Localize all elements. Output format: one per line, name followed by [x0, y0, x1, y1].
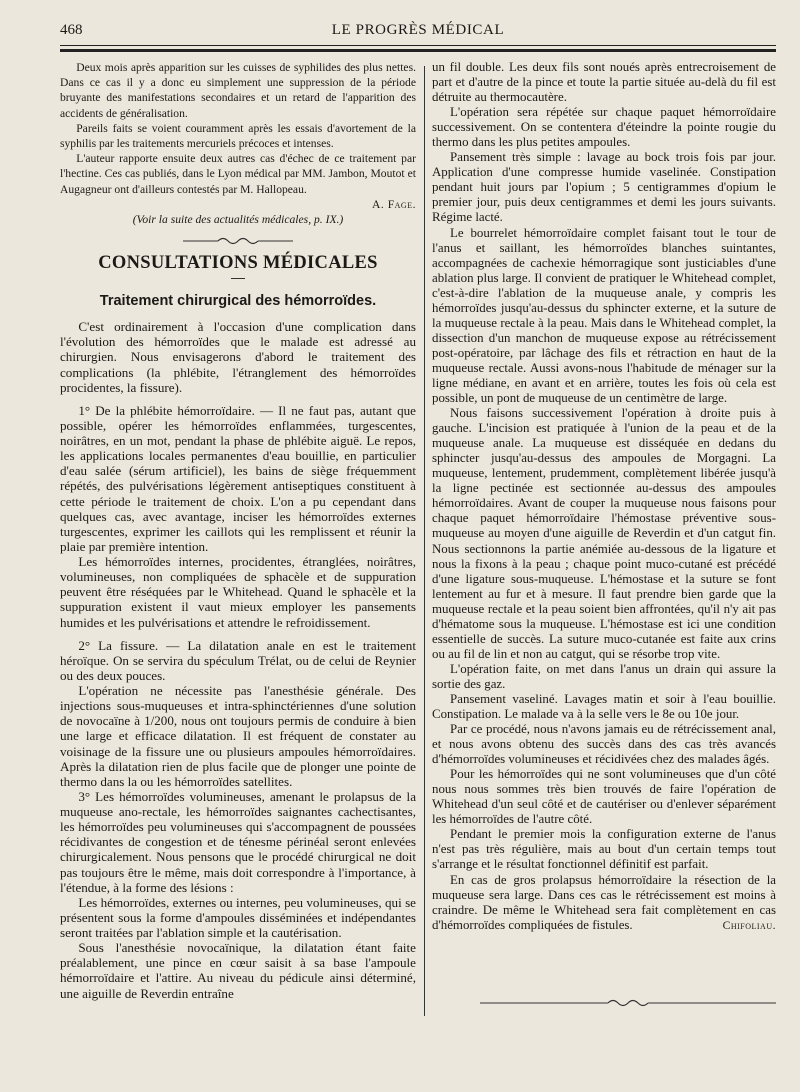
article-paragraph: L'opération faite, on met dans l'anus un drain qui assure la sortie des gaz. — [432, 661, 776, 691]
ornament-divider — [60, 234, 416, 250]
article-paragraph: L'opération sera répétée sur chaque paquet hémorroïdaire successivement. On se contentera d'éteindre la pointe rougie du thermo dans les plus petites ampoules. — [432, 105, 776, 150]
right-column — [432, 60, 776, 933]
article-body-right — [432, 60, 776, 933]
header-rule — [60, 45, 776, 46]
signature: A. Fage. — [372, 197, 416, 211]
article-paragraph: Les hémorroïdes internes, procidentes, étranglées, noirâtres, volumineuses, non compliquées de sphacèle et de suppuration peuvent être réséquées par le Whitehead. Quand le sphacèle et la suppuration existent il vaut mieux employer les pansements humides et les pulvérisations et attendre le refroidissement. — [60, 554, 416, 630]
intro-paragraph: Pareils faits se voient couramment après les essais d'avortement de la syphilis par les traitements mercuriels précoces et intenses. — [60, 121, 416, 151]
article-paragraph: Les hémorroïdes, externes ou internes, peu volumineuses, qui se présentent sous la forme d'ampoules disséminées et indépendantes seront traitées par l'ablation simple et la cautérisation. — [60, 894, 416, 941]
article-paragraph: Sous l'anesthésie novocaïnique, la dilatation étant faite préalablement, une pince en cœur saisit à sa base l'ampoule hémorroïdaire et l'attire. Au niveau du pédicule ainsi déterminé, une aiguille de Reverdin entraîne — [60, 940, 416, 1001]
left-column — [60, 60, 416, 1001]
article-paragraph: un fil double. Les deux fils sont noués après entrecroisement de part et d'autre de la pince et toute la partie située au-delà du fil est détruite au thermocautère. — [432, 60, 776, 105]
article-paragraph: En cas de gros prolapsus hémorroïdaire la résection de la muqueuse sera large. Dans ces cas le rétrécissement est moins à craindre. De même le Whitehead sera fait complètement en cas d'hémorroïdes compliquées de fistules. — [432, 872, 776, 932]
flourish-icon — [183, 234, 293, 248]
journal-title: LE PROGRÈS MÉDICAL — [331, 22, 505, 38]
article-paragraph: L'opération ne nécessite pas l'anesthésie générale. Des injections sous-muqueuses et intra-sphinctériennes d'une solution de novocaïne à 1/200, nous ont toujours permis de conduire à bien une large et efficace dilatation. Il est fréquent de constater au voisinage de la fissure une ou plusieurs ampoules hémorroïdaires. Après la dilatation rien de plus facile que de plonger une pointe de thermo dans la ou les hémorroïdes satellites. — [60, 683, 416, 789]
column-divider — [424, 66, 425, 1016]
article-paragraph: Pansement très simple : lavage au bock trois fois par jour. Application d'une compresse humide vaselinée. Constipation pendant huit jours par l'opium ; 5 centigrammes d'opium le premier jour, puis deux centigrammes et demi les jours suivants. Régime lacté. — [432, 150, 776, 225]
section-heading: CONSULTATIONS MÉDICALES — [98, 253, 378, 274]
article-paragraph: 2° La fissure. — La dilatation anale en est le traitement héroïque. On se servira du spéculum Trélat, ou de celui de Reynier ou des deux pouces. — [60, 637, 416, 683]
article-paragraph: Pendant le premier mois la configuration externe de l'anus n'est pas très régulière, mais au bout d'un certain temps tout s'arrange et le résultat fonctionnel définitif est parfait. — [432, 827, 776, 872]
article-paragraph: Par ce procédé, nous n'avons jamais eu de rétrécissement anal, et nous avons obtenu des succès dans des cas très avancés d'hémorroïdes volumineuses et récidivées chez des malades âgés. — [432, 722, 776, 767]
continued-note: (Voir la suite des actualités médicales, p. IX.) — [132, 213, 344, 227]
ornament-divider-bottom — [480, 996, 776, 1012]
header-rule-thick — [60, 49, 776, 52]
heading-rule — [231, 278, 245, 279]
article-paragraph: C'est ordinairement à l'occasion d'une complication dans l'évolution des hémorroïdes que le malade est adressé au chirurgien. Nous envisagerons d'abord le traitement des complications (la phlébite, l'étranglement des hémorroïdes procidentes, la fissure). — [60, 319, 416, 395]
article-paragraph: Pour les hémorroïdes qui ne sont volumineuses que d'un côté nous nous sommes très bien trouvés de faire l'opération de Whitehead d'un seul côté et de cautériser ou d'enlever séparément les hémorroïdes de l'autre côté. — [432, 767, 776, 827]
article-paragraph: Le bourrelet hémorroïdaire complet faisant tout le tour de l'anus et saillant, les hémorroïdes blanches suintantes, accompagnées de cachexie hémorragique sont justiciables d'une ablation plus large. Il convient de pratiquer le Whitehead complet, c'est-à-dire l'ablation de la muqueuse anale, y compris les hémorroïdes jusqu'au-dessus du sphincter externe, et la suture de la muqueuse rectale à la peau. Mais dans le Whitehead complet, la dissection d'un manchon de muqueuse expose au rétrécissement post-opératoire, par lâchage des fils et rétraction en haut de la muqueuse rectale. Aussi avons-nous l'habitude de ménager sur la ligne médiane, en avant et en arrière, toutes les fois où cela est possible, un pont de muqueuse de un centimètre de large. — [432, 225, 776, 406]
intro-block — [60, 60, 416, 197]
article-heading: Traitement chirurgical des hémorroïdes. — [99, 293, 377, 310]
intro-paragraph: L'auteur rapporte ensuite deux autres cas d'échec de ce traitement par l'hectine. Ces cas publiés, dans le Lyon médical par MM. Jambon, Moutot et Augagneur ont d'ailleurs contestés par M. Hallopeau. — [60, 152, 416, 196]
running-head — [60, 22, 776, 44]
page-number: 468 — [60, 22, 83, 38]
signature: Chifoliau. — [722, 918, 776, 932]
intro-paragraph: Deux mois après apparition sur les cuisses de syphilides des plus nettes. Dans ce cas il y a donc eu simplement une suppression de la période bruyante des manifestations secondaires et un retard de l'apparition des accidents de généralisation. — [60, 61, 416, 120]
article-body-left — [60, 319, 416, 1001]
article-paragraph: Nous faisons successivement l'opération à droite puis à gauche. L'incision est pratiquée à l'union de la peau et de la muqueuse anale. La muqueuse est disséquée en dedans du sphincter jusqu'au-dessus des ampoules de Morgagni. La muqueuse, lentement, prudemment, complètement libérée jusqu'à la ligne pectinée est sectionnée au-dessus des ampoules hémorroïdaires. Avant de couper la muqueuse nous faisons pour chaque paquet hémorroïdaire l'hémostase préventive sous-muqueuse au moyen d'une aiguille de Reverdin et d'un catgut fin. Nous sectionnons la partie anémiée au-dessous de la ligature et nous la fixons à la peau ; chaque point muco-cutané est précédé d'une ligature sous-muqueuse. L'hémostase et la suture se font lentement au fur et à mesure. Il faut prendre bien garde que la muqueuse rectale et la peau soient bien affrontées, qu'il n'y ait pas d'hématome sous la muqueuse. L'hémostase est ici une condition essentielle de succès. La suture muco-cutanée est faite aux crins ou au fil de lin et non au catgut, qui se résorbe trop vite. — [432, 406, 776, 661]
article-paragraph: 3° Les hémorroïdes volumineuses, amenant le prolapsus de la muqueuse ano-rectale, les hémorroïdes saignantes cachectisantes, les hémorroïdes peu volumineuses qui s'accompagnent de poussées récidivantes de congestion et de ténesme périnéal seront enlevées chirurgicalement. Nous pensons que le procédé chirurgical ne doit pas toujours être le même, mais doit correspondre à l'importance, à l'étendue, à la forme des lésions : — [60, 788, 416, 895]
article-paragraph: Pansement vaseliné. Lavages matin et soir à l'eau bouillie. Constipation. Le malade va à la selle vers le 8e ou 10e jour. — [432, 691, 776, 722]
flourish-icon — [480, 996, 776, 1010]
article-paragraph: 1° De la phlébite hémorroïdaire. — Il ne faut pas, autant que possible, opérer les hémorroïdes enflammées, turgescentes, noirâtres, en un mot, pendant la phase de phlébite aiguë. Le repos, les applications locales permanentes d'eau bouillie, en particulier d'eau salée (sérum artificiel), les bains de siège fréquemment répétés, des pulvérisations légèrement antiseptiques constituent à cette période le traitement de choix. L'on a pu cependant dans quelques cas, avec avantage, inciser les hémorroïdes externes turgescentes, exprimer les caillots qui les remplissent et réunir la plaie par première intention. — [60, 402, 416, 554]
